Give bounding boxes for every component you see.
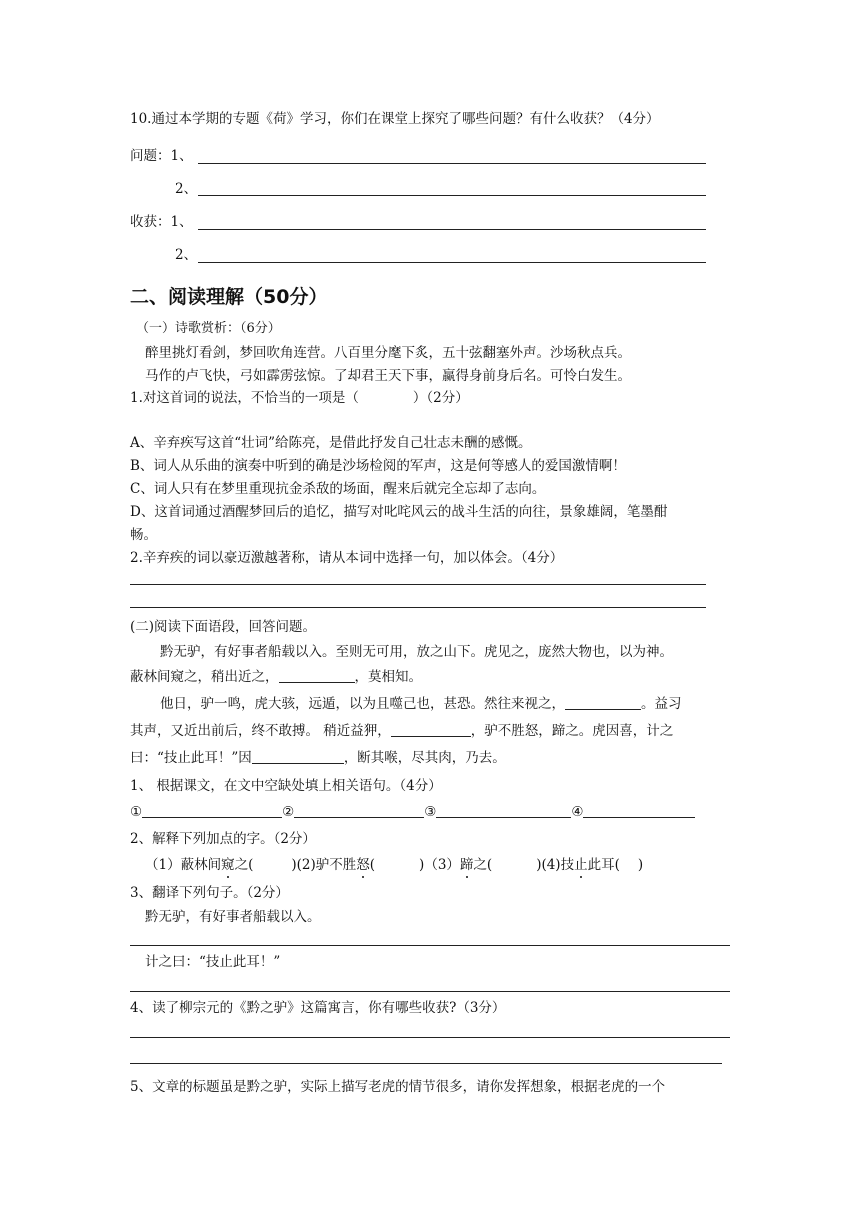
passage-p2-line3: 曰：“技止此耳！”因 ，断其喉，尽其肉，乃去。 [130,750,506,766]
translate-1-answer-line[interactable] [130,945,730,946]
q10-text: 10.通过本学期的专题《荷》学习，你们在课堂上探究了哪些问题？有什么收获？（4分） [130,111,660,127]
passage-p2-line2: 其声，又近出前后，终不敢搏。 稍近益狎， ，驴不胜怒，蹄之。虎因喜，计之 [130,723,674,739]
option-d-line2: 畅。 [130,527,157,543]
part1-heading: （一）诗歌赏析：（6分） [136,321,281,336]
poem-line-2: 马作的卢飞快，弓如霹雳弦惊。了却君王天下事，赢得身前身后名。可怜白发生。 [145,368,631,384]
q10-problem-label: 问题：1、 [130,148,193,164]
blank-2[interactable] [565,695,641,710]
poem-line-1: 醉里挑灯看剑，梦回吹角连营。八百里分麾下炙，五十弦翻塞外声。沙场秋点兵。 [145,345,631,361]
translate-2-answer-line[interactable] [130,991,730,992]
blank-4[interactable] [252,749,344,764]
translate-sentence-1: 黔无驴，有好事者船载以入。 [145,909,321,925]
part2-q2: 2、解释下列加点的字。（2分） [130,831,316,847]
q10-gain1-blank[interactable] [198,229,706,230]
option-c: C、词人只有在梦里重现抗金杀敌的场面，醒来后就完全忘却了志向。 [130,481,546,497]
passage-p2-line1: 他日，驴一鸣，虎大骇，远遁，以为且噬己也，甚恐。然往来视之， 。益习 [160,696,682,712]
q10-problem2-blank[interactable] [198,195,706,196]
answer-blank-3[interactable] [436,803,571,818]
q10-gain2-blank[interactable] [198,262,706,263]
option-d-line1: D、这首词通过酒醒梦回后的追忆，描写对叱咤风云的战斗生活的向往，景象雄阔，笔墨酣 [130,504,668,520]
part2-q5: 5、文章的标题虽是黔之驴，实际上描写老虎的情节很多，请你发挥想象，根据老虎的一个 [130,1079,666,1095]
answer-blank-1[interactable] [142,803,282,818]
answer-blank-2[interactable] [294,803,424,818]
q4-answer-line1[interactable] [130,1037,730,1038]
part2-heading: (二)阅读下面语段，回答问题。 [130,619,317,635]
part1-q2-answer-line1[interactable] [130,584,706,585]
fill-blank-row: ① ② ③ ④ [130,803,695,821]
part2-q4: 4、读了柳宗元的《黔之驴》这篇寓言，你有哪些收获?（3分） [130,1000,506,1016]
part1-q2-answer-line2[interactable] [130,607,706,608]
option-b: B、词人从乐曲的演奏中听到的确是沙场检阅的军声，这是何等感人的爱国激情啊！ [130,458,626,474]
part1-q2: 2.辛弃疾的词以豪迈激越著称，请从本词中选择一句，加以体会。（4分） [130,550,564,566]
part1-q1: 1.对这首词的说法，不恰当的一项是（ ）（2分） [130,390,469,406]
q10-problem2-label: 2、 [175,181,198,197]
option-a: A、辛弃疾写这首“壮词”给陈亮，是借此抒发自己壮志未酬的感慨。 [130,435,532,451]
q10-gain2-label: 2、 [175,247,198,263]
section2-title: 二、阅读理解（50分） [130,286,328,308]
passage-p1-line1: 黔无驴，有好事者船载以入。至则无可用，放之山下。虎见之，庞然大物也，以为神。 [160,644,673,660]
part2-q3: 3、翻译下列句子。（2分） [130,885,289,901]
blank-3[interactable] [391,722,471,737]
translate-sentence-2: 计之曰：“技止此耳！” [145,954,281,970]
passage-p1-line2: 蔽林间窥之，稍出近之， ，莫相知。 [130,669,422,685]
answer-blank-4[interactable] [583,803,695,818]
word-explain-row: （1）蔽林间窥之( )(2)驴不胜怒( )（3）蹄之( )(4)技止此耳( ) [145,857,644,873]
part2-q1: 1、 根据课文，在文中空缺处填上相关语句。（4分） [130,778,442,794]
q10-problem1-blank[interactable] [198,163,706,164]
q10-gain-label: 收获：1、 [130,214,193,230]
blank-1[interactable] [279,668,355,683]
q4-answer-line2[interactable] [130,1063,722,1064]
